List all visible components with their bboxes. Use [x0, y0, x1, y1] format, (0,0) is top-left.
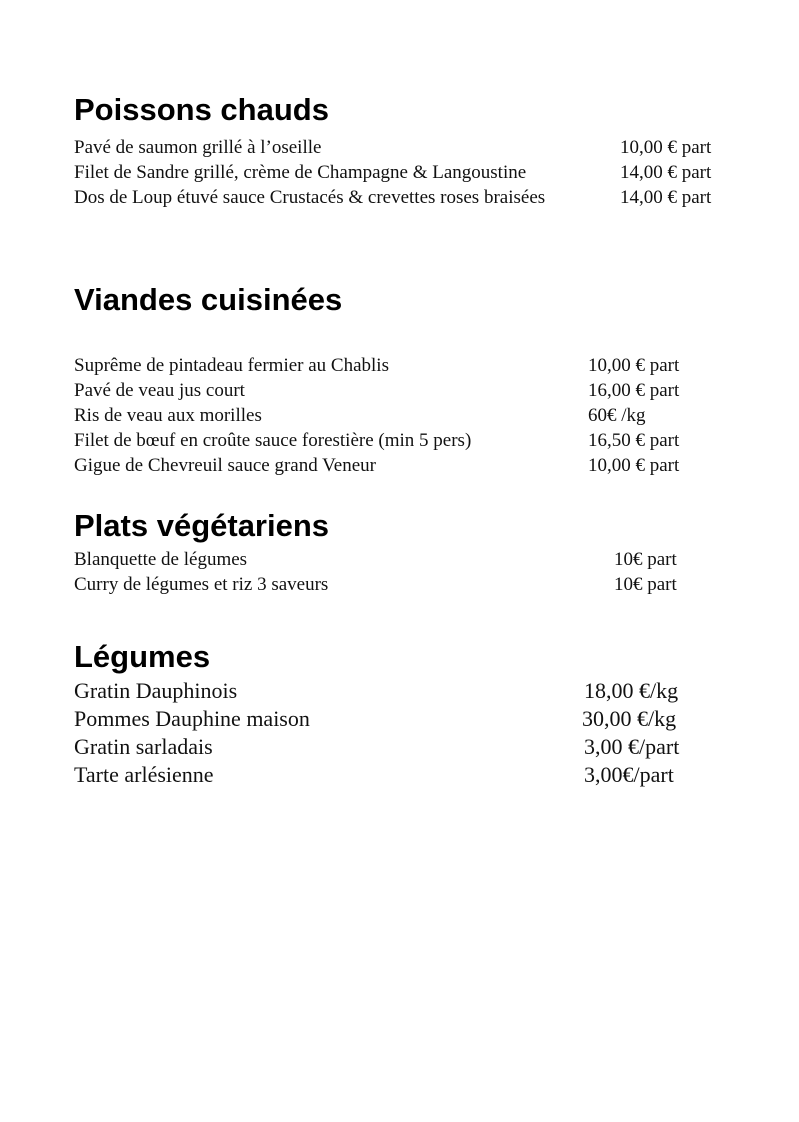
menu-item-price: 10,00 € part: [588, 355, 680, 376]
menu-item-price: 10€ part: [614, 549, 677, 570]
menu-item-name: Tarte arlésienne: [74, 762, 214, 787]
menu-item-name: Gigue de Chevreuil sauce grand Veneur: [74, 455, 376, 476]
menu-item-name: Ris de veau aux morilles: [74, 405, 262, 426]
menu-item-price: 16,50 € part: [588, 430, 680, 451]
section-title-poissons-chauds: Poissons chauds: [74, 92, 329, 127]
menu-item-name: Pavé de veau jus court: [74, 380, 245, 401]
menu-item-price: 10,00 € part: [620, 137, 712, 158]
menu-item-price: 18,00 €/kg: [584, 678, 679, 703]
menu-item-name: Suprême de pintadeau fermier au Chablis: [74, 355, 389, 376]
menu-item-name: Gratin sarladais: [74, 734, 213, 759]
menu-item-price: 16,00 € part: [588, 380, 680, 401]
menu-item-name: Pommes Dauphine maison: [74, 706, 310, 731]
menu-item-price: 3,00€/part: [584, 762, 674, 787]
menu-item-name: Curry de légumes et riz 3 saveurs: [74, 574, 329, 595]
section-title-plats-vegetariens: Plats végétariens: [74, 508, 330, 543]
menu-item-name: Dos de Loup étuvé sauce Crustacés & crevettes roses braisées: [74, 187, 546, 208]
menu-item-price: 10,00 € part: [588, 455, 680, 476]
section-title-viandes-cuisinees: Viandes cuisinées: [74, 282, 343, 317]
section-title-legumes: Légumes: [74, 639, 211, 674]
menu-item-price: 30,00 €/kg: [582, 706, 677, 731]
menu-item-price: 3,00 €/part: [584, 734, 680, 759]
menu-item-name: Blanquette de légumes: [74, 549, 248, 570]
menu-item-price: 60€ /kg: [588, 405, 646, 426]
menu-item-name: Pavé de saumon grillé à l’oseille: [74, 137, 322, 158]
menu-item-price: 14,00 € part: [620, 187, 712, 208]
menu-item-name: Gratin Dauphinois: [74, 678, 238, 703]
menu-item-name: Filet de bœuf en croûte sauce forestière (min 5 pers): [74, 430, 472, 451]
menu-item-price: 14,00 € part: [620, 162, 712, 183]
menu-item-name: Filet de Sandre grillé, crème de Champagne & Langoustine: [74, 162, 527, 183]
menu-item-price: 10€ part: [614, 574, 677, 595]
